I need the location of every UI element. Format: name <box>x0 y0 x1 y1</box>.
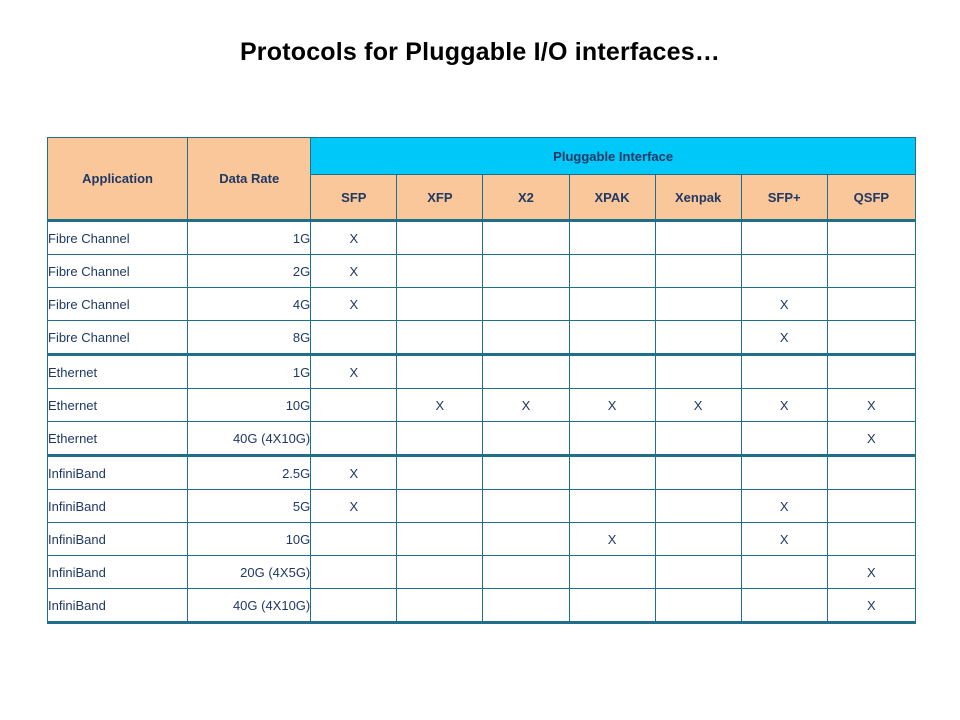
cell-support-sfp-plus <box>741 355 827 389</box>
cell-support-x2 <box>483 221 569 255</box>
cell-support-xenpak <box>655 355 741 389</box>
cell-support-xenpak <box>655 288 741 321</box>
cell-support-x2 <box>483 255 569 288</box>
table-row <box>48 490 916 523</box>
cell-data-rate: 5G <box>188 490 311 523</box>
table-row <box>48 523 916 556</box>
column-group-header-pluggable-interface: Pluggable Interface <box>311 138 916 175</box>
column-header-sfp-plus: SFP+ <box>741 175 827 221</box>
cell-support-x2 <box>483 456 569 490</box>
cell-support-sfp <box>311 422 397 456</box>
cell-support-xenpak <box>655 589 741 623</box>
cell-support-x2 <box>483 490 569 523</box>
cell-support-sfp-plus <box>741 456 827 490</box>
cell-support-xpak <box>569 589 655 623</box>
table-header-row-1 <box>48 138 916 175</box>
column-header-qsfp: QSFP <box>827 175 915 221</box>
cell-support-xenpak <box>655 456 741 490</box>
cell-support-x2: X <box>483 389 569 422</box>
cell-application: InfiniBand <box>48 456 188 490</box>
cell-application: Fibre Channel <box>48 221 188 255</box>
cell-data-rate: 2.5G <box>188 456 311 490</box>
cell-support-xfp <box>397 556 483 589</box>
cell-support-qsfp <box>827 490 915 523</box>
cell-support-qsfp: X <box>827 422 915 456</box>
cell-application: InfiniBand <box>48 490 188 523</box>
cell-data-rate: 2G <box>188 255 311 288</box>
cell-support-qsfp: X <box>827 556 915 589</box>
cell-support-qsfp <box>827 221 915 255</box>
cell-support-xfp <box>397 321 483 355</box>
cell-support-xenpak <box>655 221 741 255</box>
cell-support-x2 <box>483 355 569 389</box>
cell-support-sfp-plus: X <box>741 389 827 422</box>
cell-support-sfp-plus: X <box>741 523 827 556</box>
cell-support-sfp-plus: X <box>741 288 827 321</box>
cell-support-sfp-plus <box>741 589 827 623</box>
table-row <box>48 221 916 255</box>
column-header-sfp: SFP <box>311 175 397 221</box>
column-header-application: Application <box>48 138 188 221</box>
cell-support-sfp <box>311 523 397 556</box>
cell-support-xpak <box>569 221 655 255</box>
cell-support-xfp <box>397 490 483 523</box>
cell-support-xfp <box>397 422 483 456</box>
cell-support-x2 <box>483 422 569 456</box>
cell-support-xpak: X <box>569 389 655 422</box>
cell-application: Ethernet <box>48 355 188 389</box>
cell-support-x2 <box>483 288 569 321</box>
cell-support-xpak: X <box>569 523 655 556</box>
cell-data-rate: 10G <box>188 523 311 556</box>
cell-data-rate: 20G (4X5G) <box>188 556 311 589</box>
cell-support-xpak <box>569 255 655 288</box>
cell-support-sfp <box>311 389 397 422</box>
cell-support-qsfp <box>827 255 915 288</box>
cell-support-xfp <box>397 523 483 556</box>
cell-support-qsfp: X <box>827 389 915 422</box>
table-row <box>48 288 916 321</box>
cell-application: Fibre Channel <box>48 255 188 288</box>
cell-support-xpak <box>569 490 655 523</box>
cell-support-sfp: X <box>311 221 397 255</box>
cell-data-rate: 1G <box>188 221 311 255</box>
table-row <box>48 321 916 355</box>
cell-data-rate: 40G (4X10G) <box>188 589 311 623</box>
cell-support-qsfp <box>827 523 915 556</box>
cell-support-qsfp <box>827 456 915 490</box>
table-row <box>48 456 916 490</box>
table-row <box>48 389 916 422</box>
cell-support-qsfp <box>827 288 915 321</box>
table-row <box>48 355 916 389</box>
cell-application: InfiniBand <box>48 556 188 589</box>
cell-support-xpak <box>569 288 655 321</box>
cell-support-xfp <box>397 456 483 490</box>
table-row <box>48 556 916 589</box>
cell-support-xpak <box>569 355 655 389</box>
cell-support-xenpak <box>655 490 741 523</box>
cell-support-sfp-plus <box>741 556 827 589</box>
cell-support-xfp <box>397 355 483 389</box>
table-row <box>48 255 916 288</box>
cell-support-xfp <box>397 221 483 255</box>
cell-support-xpak <box>569 456 655 490</box>
cell-application: InfiniBand <box>48 523 188 556</box>
table-row <box>48 589 916 623</box>
cell-data-rate: 10G <box>188 389 311 422</box>
table-body <box>48 221 916 623</box>
column-header-x2: X2 <box>483 175 569 221</box>
cell-support-sfp-plus: X <box>741 321 827 355</box>
cell-support-x2 <box>483 556 569 589</box>
cell-support-xenpak <box>655 556 741 589</box>
cell-support-sfp-plus <box>741 255 827 288</box>
cell-support-x2 <box>483 589 569 623</box>
page-title: Protocols for Pluggable I/O interfaces… <box>239 38 721 66</box>
protocol-table-container <box>47 137 916 624</box>
cell-support-xfp <box>397 255 483 288</box>
cell-support-sfp <box>311 321 397 355</box>
cell-data-rate: 1G <box>188 355 311 389</box>
cell-support-xfp <box>397 288 483 321</box>
cell-support-xenpak <box>655 523 741 556</box>
cell-support-xpak <box>569 422 655 456</box>
column-header-data-rate: Data Rate <box>188 138 311 221</box>
cell-support-xenpak: X <box>655 389 741 422</box>
cell-support-sfp <box>311 556 397 589</box>
cell-application: Fibre Channel <box>48 288 188 321</box>
table-row <box>48 422 916 456</box>
cell-support-qsfp: X <box>827 589 915 623</box>
cell-support-sfp: X <box>311 255 397 288</box>
cell-support-qsfp <box>827 321 915 355</box>
cell-support-sfp-plus <box>741 422 827 456</box>
cell-support-sfp-plus: X <box>741 490 827 523</box>
cell-support-x2 <box>483 523 569 556</box>
cell-data-rate: 4G <box>188 288 311 321</box>
cell-support-sfp: X <box>311 355 397 389</box>
cell-support-xfp <box>397 589 483 623</box>
cell-support-sfp: X <box>311 490 397 523</box>
cell-application: Fibre Channel <box>48 321 188 355</box>
cell-support-xpak <box>569 556 655 589</box>
cell-support-qsfp <box>827 355 915 389</box>
column-header-xpak: XPAK <box>569 175 655 221</box>
cell-data-rate: 40G (4X10G) <box>188 422 311 456</box>
cell-data-rate: 8G <box>188 321 311 355</box>
cell-support-x2 <box>483 321 569 355</box>
cell-application: Ethernet <box>48 389 188 422</box>
cell-support-xfp: X <box>397 389 483 422</box>
cell-support-xenpak <box>655 321 741 355</box>
cell-application: InfiniBand <box>48 589 188 623</box>
cell-application: Ethernet <box>48 422 188 456</box>
cell-support-sfp <box>311 589 397 623</box>
protocol-table <box>47 137 916 624</box>
cell-support-sfp: X <box>311 288 397 321</box>
cell-support-xenpak <box>655 255 741 288</box>
column-header-xfp: XFP <box>397 175 483 221</box>
column-header-xenpak: Xenpak <box>655 175 741 221</box>
cell-support-sfp: X <box>311 456 397 490</box>
cell-support-sfp-plus <box>741 221 827 255</box>
cell-support-xpak <box>569 321 655 355</box>
cell-support-xenpak <box>655 422 741 456</box>
table-head <box>48 138 916 221</box>
